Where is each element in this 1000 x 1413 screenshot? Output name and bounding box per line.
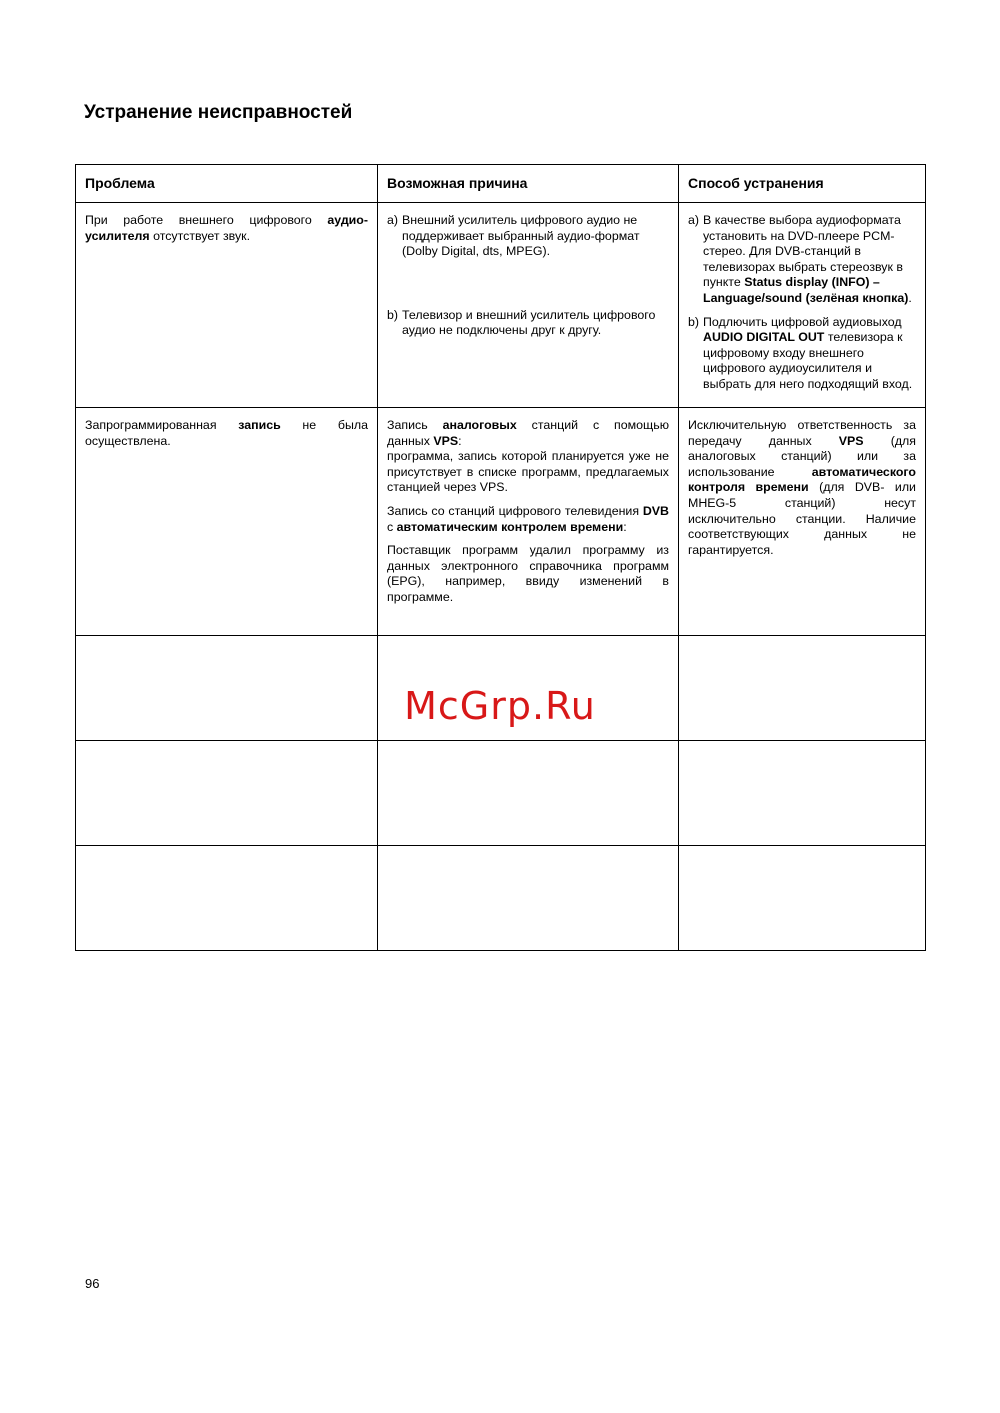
table-header-row [76,165,926,203]
page-number: 96 [85,1276,100,1291]
cause-cell [378,203,679,408]
table-row [76,741,926,846]
cause-paragraph: Запись со станций цифрового телевидения DVB с автоматическим контролем времени: [387,503,669,534]
cause-paragraph: Запись аналоговых станций с помощью данных VPS: [387,418,669,448]
troubleshooting-table [75,164,926,951]
header-cause: Возможная причина [378,165,679,203]
cause-item-b: b) Телевизор и внешний усилитель цифрового аудио не подключены друг к другу. [387,307,656,338]
remedy-cell: Исключительную ответственность за передачу данных VPS (для аналоговых станций) или за использование автоматического контроля времени (для DVB- или MHEG-5 станций) несут исключительно станции. Наличие соответствующих данных не гарантируется. [679,408,926,636]
page-title: Устранение неисправностей [84,102,353,123]
table-row [76,408,926,636]
problem-cell: Запрограммированная запись не была осуществлена. [76,408,378,636]
empty-cell [378,741,679,846]
problem-cell: При работе внешнего цифрового аудио-усилителя отсутствует звук. [76,203,378,408]
empty-cell [679,846,926,951]
header-problem: Проблема [76,165,378,203]
cause-paragraph: Поставщик программ удалил программу из данных электронного справочника программ (EPG), например, ввиду изменений в программе. [387,543,669,604]
empty-cell [378,846,679,951]
table-row [76,846,926,951]
cause-paragraph: программа, запись которой планируется уже не присутствует в списке программ, предлагаемых станцией через VPS. [387,449,669,495]
header-remedy: Способ устранения [679,165,926,203]
empty-cell [76,741,378,846]
remedy-item-b: b) Подлючить цифровой аудиовыход AUDIO DIGITAL OUT телевизора к цифровому входу внешнего цифрового аудиоусилителя и выбрать для него подходящий вход. [688,314,913,391]
cause-cell [378,408,679,636]
remedy-item-a: a) В качестве выбора аудиоформата установить на DVD-плеере PCM-стерео. Для DVB-станций в телевизорах выбрать стереозвук в пункте Status display (INFO) – Language/sound (зелёная кнопка). [688,213,912,305]
empty-cell [679,741,926,846]
cause-item-a: a) Внешний усилитель цифрового аудио не поддерживает выбранный аудио-формат (Dolby Digital, dts, MPEG). [387,213,640,259]
table-row [76,203,926,408]
watermark: McGrp.Ru [404,684,596,728]
empty-cell [76,846,378,951]
remedy-cell [679,203,926,408]
